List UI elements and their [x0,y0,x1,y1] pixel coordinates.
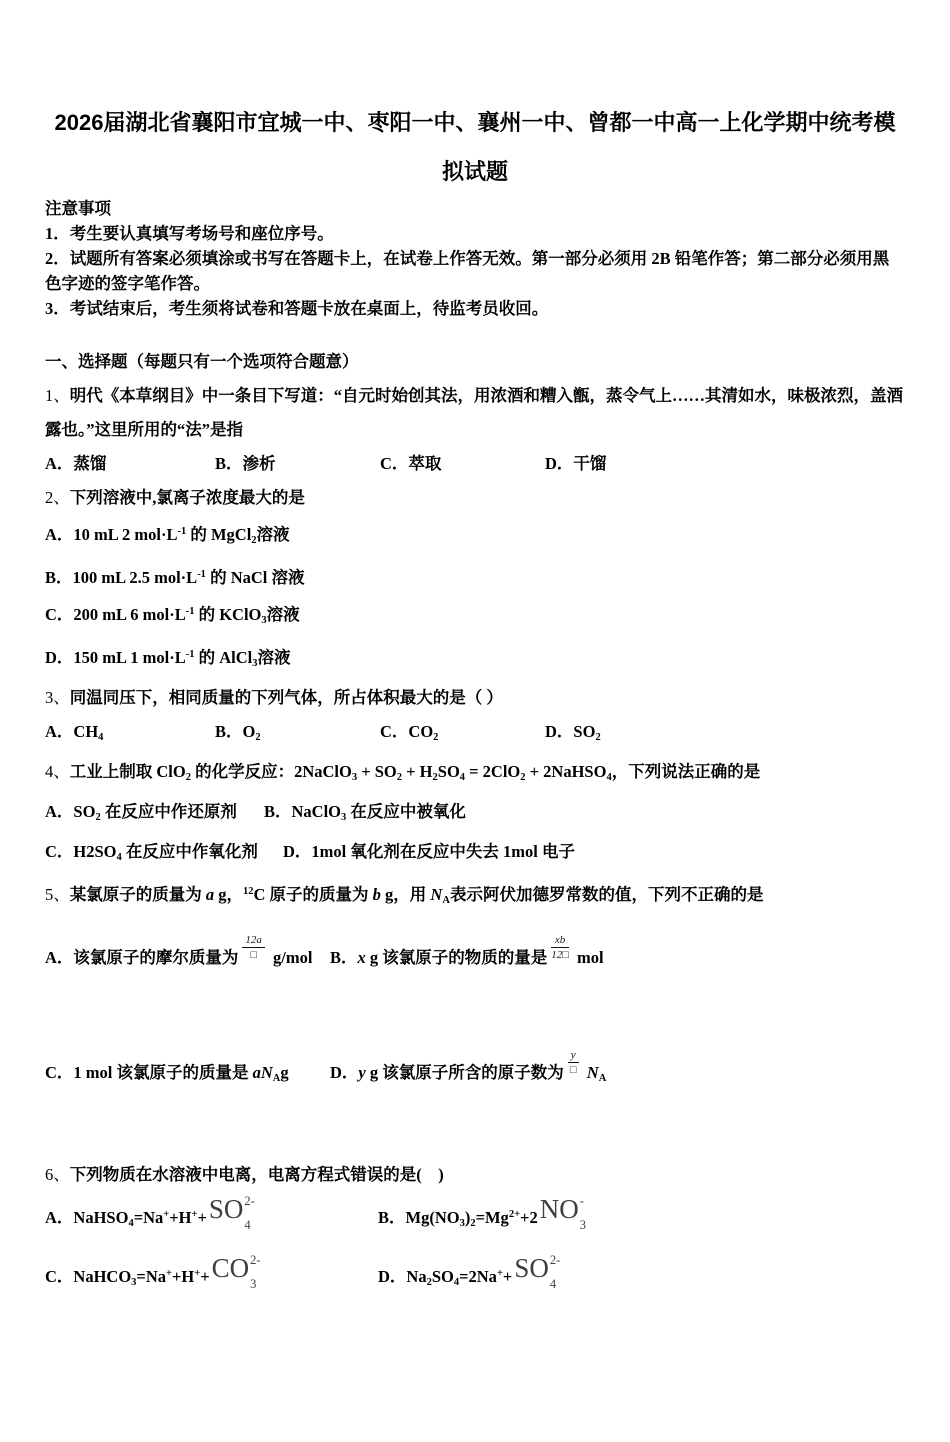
question-5-stem [45,875,905,918]
question-5-options-cd [45,1049,905,1096]
q6-option-b: B．$Mg(NO_3)_2=Mg^{2+}+2$ NO - 3 [378,1194,586,1232]
q1-option-d: D．干馏 [545,454,607,473]
q4-option-b: B．NaClO$_3$ 在反应中被氧化 [264,802,466,823]
question-4-options-ab [45,795,905,835]
q5-option-d: D．y g 该氯原子所含的原子数为 $\frac{y}{□}$ $N_A$ [330,1049,607,1084]
exam-title: 2026届湖北省襄阳市宜城一中、枣阳一中、襄州一中、曾都一中高一上化学期中统考模拟试题 [54,110,896,184]
question-6 [45,1158,905,1300]
q5-option-c: C．1 mol 该氯原子的质量是 $aN_Ag$ [45,1063,289,1084]
question-3 [45,681,905,755]
ion-formula: SO 2- 4 [514,1253,561,1291]
q4-option-d: D．1mol 氧化剂在反应中失去 1mol 电子 [283,842,575,861]
q2-option-a: A．10 mL 2 $mol\cdot L^{-1}$ 的 MgCl$_2$溶液 [45,525,290,546]
question-5-number: 5、 [45,885,70,904]
q2-option-b: B．100 mL 2.5 $mol\cdot L^{-1}$ 的 NaCl 溶液 [45,568,305,587]
q2-option-c: C．200 mL 6 $mol\cdot L^{-1}$ 的 KClO$_3$溶液 [45,605,300,626]
ion-formula: SO 2- 4 [208,1194,255,1232]
question-3-number: 3、 [45,688,70,707]
question-2-stem-text: 下列溶液中,氯离子浓度最大的是 [69,488,305,507]
question-6-number: 6、 [45,1165,70,1184]
ion-formula: NO - 3 [539,1194,586,1232]
question-1 [45,379,905,481]
q3-option-d: D．SO2 [545,722,601,743]
question-1-stem [45,379,905,447]
question-5-options-ab [45,934,905,975]
exam-paper [0,98,950,1300]
question-3-options [45,715,905,755]
question-3-stem-text: 同温同压下，相同质量的下列气体，所占体积最大的是（ ） [69,688,503,707]
q5-option-b: B．x g 该氯原子的物质的量是 $\frac{xb}{12□}$ mol [330,934,604,967]
notice-section [45,196,905,321]
q2-option-d: D．150 mL 1 $mol\cdot L^{-1}$ 的 AlCl$_3$溶液 [45,648,291,669]
notice-item-2: 2．试题所有答案必须填涂或书写在答题卡上，在试卷上作答无效。第一部分必须用 2B 铅笔作答；第二部分必须用黑色字迹的签字笔作答。 [45,249,890,293]
q1-option-b: B．渗析 [215,454,276,473]
question-6-options-cd [45,1255,905,1300]
question-2-number: 2、 [45,488,70,507]
question-6-options-ab [45,1196,905,1241]
question-5 [45,875,905,1096]
question-1-number: 1、 [45,386,70,405]
q3-option-a: A．CH4 [45,722,104,743]
notice-item-3: 3．考试结束后，考生须将试卷和答题卡放在桌面上，待监考员收回。 [45,299,549,318]
q4-option-a: A．$SO_2$ 在反应中作还原剂 [45,802,237,823]
q4-option-c: C．$H2SO_4$ 在反应中作氧化剂 [45,842,258,863]
q6-option-a: A．NaHSO$_4$=Na++H++ SO 2- 4 [45,1194,255,1232]
question-2 [45,481,905,681]
question-4-number: 4、 [45,762,70,781]
notice-heading: 注意事项 [45,199,111,218]
q1-option-c: C．萃取 [380,454,442,473]
section-header: 一、选择题（每题只有一个选项符合题意） [45,352,359,371]
fraction-formula: $\frac{y}{□}$ [568,1049,579,1076]
question-4 [45,755,905,875]
question-3-stem [45,681,905,715]
question-4-stem-text: 工业上制取 ClO$_2$ 的化学反应：2NaClO$_3$ + $SO_2 + H_2SO_4 = 2ClO_2$ + 2NaHSO$_4$，下列说法正确的是 [69,762,761,783]
q1-option-a: A．蒸馏 [45,454,107,473]
fraction-formula: $\frac{12a}{□}$ [242,934,265,961]
question-4-options-cd [45,835,905,875]
question-4-stem [45,755,905,795]
question-6-stem-text: 下列物质在水溶液中电离，电离方程式错误的是( ) [69,1165,444,1184]
fraction-formula: $\frac{xb}{12□}$ [551,934,569,961]
q3-option-c: C．CO2 [380,722,439,743]
q6-option-c: C．NaHCO$_3$=Na++H++ CO 2- 3 [45,1253,261,1291]
question-1-stem-text: 明代《本草纲目》中一条目下写道：“自元时始创其法，用浓酒和糟入甑，蒸令气上……其清如水，味极浓烈，盖酒露也。”这里所用的“法”是指 [45,386,903,439]
question-2-stem [45,481,905,515]
question-1-options [45,447,905,481]
question-6-stem [45,1158,905,1192]
ion-formula: CO 2- 3 [211,1253,261,1291]
question-5-stem-text: 某氯原子的质量为 a g，$^{12}$C 原子的质量为 b g，用 $N_A$表示阿伏加德罗常数的值，下列不正确的是 [69,885,764,906]
q5-option-a: A．该氯原子的摩尔质量为 $\frac{12a}{□}$ g/mol [45,934,313,967]
q3-option-b: B．O2 [215,722,261,743]
notice-item-1: 1．考生要认真填写考场号和座位序号。 [45,224,334,243]
q6-option-d: D．$Na_2SO_4=2Na^++$ SO 2- 4 [378,1253,561,1291]
